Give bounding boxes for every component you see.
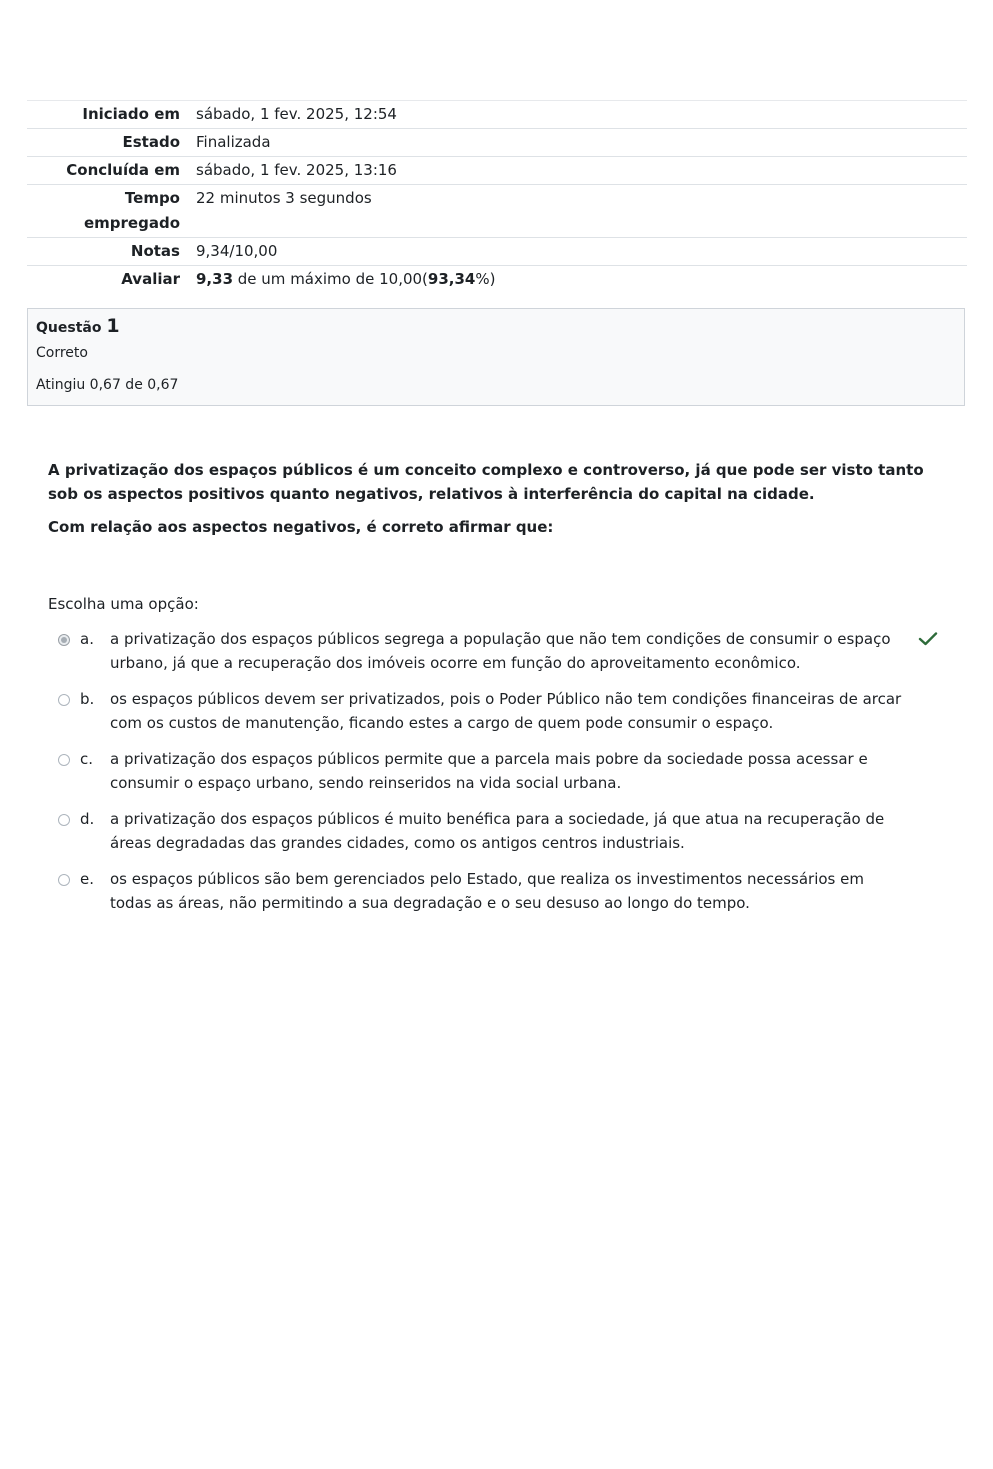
grade-percent-suffix: %) [475,270,496,288]
quiz-summary-table [27,100,967,293]
summary-label: Tempo empregado [83,189,180,232]
radio-button[interactable] [58,634,70,646]
answer-letter: c. [80,750,94,768]
answer-text: a privatização dos espaços públicos é muito benéfica para a sociedade, já que atua na recuperação de áreas degradadas das grandes cidades, como os antigos centros industriais. [110,810,885,852]
summary-row-grade [27,265,967,293]
summary-value: Finalizada [196,133,271,151]
question-label: Questão [36,320,102,336]
answer-letter: a. [80,630,94,648]
summary-row-state [27,128,967,156]
summary-value: sábado, 1 fev. 2025, 13:16 [196,161,397,179]
summary-label: Notas [130,242,180,260]
answer-text: os espaços públicos são bem gerenciados pelo Estado, que realiza os investimentos necessários em todas as áreas, não permitindo a sua degradação e o seu desuso ao longo do tempo. [110,870,864,912]
summary-value: 9,34/10,00 [196,242,278,260]
summary-value [196,267,967,292]
radio-button[interactable] [58,754,70,766]
grade-max-text: de um máximo de 10,00( [233,270,428,288]
answer-option-d[interactable] [56,807,946,855]
summary-value: 22 minutos 3 segundos [196,189,372,207]
radio-button[interactable] [58,874,70,886]
grade-percent: 93,34 [427,270,476,288]
grade-score: 9,33 [196,270,234,288]
answer-text: a privatização dos espaços públicos permite que a parcela mais pobre da sociedade possa acessar e consumir o espaço urbano, sendo reinseridos na vida social urbana. [110,750,868,792]
answer-text: os espaços públicos devem ser privatizados, pois o Poder Público não tem condições financeiras de arcar com os custos de manutenção, ficando estes a cargo de quem pode consumir o espaço. [110,690,902,732]
question-text [48,458,938,548]
radio-button[interactable] [58,814,70,826]
summary-row-marks [27,237,967,265]
radio-button[interactable] [58,694,70,706]
answer-letter: e. [80,870,94,888]
answer-text: a privatização dos espaços públicos segrega a população que não tem condições de consumir o espaço urbano, já que a recuperação dos imóveis ocorre em função do aproveitamento econômico. [110,630,891,672]
answer-option-c[interactable] [56,747,946,795]
summary-label: Iniciado em [82,105,180,123]
question-number [36,315,956,339]
question-grade: Atingiu 0,67 de 0,67 [36,377,179,393]
answer-letter: b. [80,690,95,708]
summary-label: Avaliar [121,270,180,288]
question-info-box [27,308,965,406]
question-state: Correto [36,345,88,361]
summary-row-time-taken [27,184,967,237]
check-icon [918,631,938,647]
question-number-value: 1 [106,315,120,337]
summary-value: sábado, 1 fev. 2025, 12:54 [196,105,397,123]
summary-row-started [27,100,967,128]
summary-label: Concluída em [66,161,180,179]
question-text-paragraph: A privatização dos espaços públicos é um conceito complexo e controverso, já que pode ser visto tanto sob os aspectos positivos quanto negativos, relativos à interferência do capital na cidade. [48,461,924,503]
summary-label: Estado [122,133,180,151]
answer-option-a[interactable] [56,627,946,675]
summary-row-completed [27,156,967,184]
question-text-paragraph: Com relação aos aspectos negativos, é correto afirmar que: [48,518,554,536]
answer-prompt: Escolha uma opção: [48,595,199,613]
answer-option-e[interactable] [56,867,946,915]
answer-letter: d. [80,810,95,828]
answer-list [56,627,946,927]
answer-option-b[interactable] [56,687,946,735]
